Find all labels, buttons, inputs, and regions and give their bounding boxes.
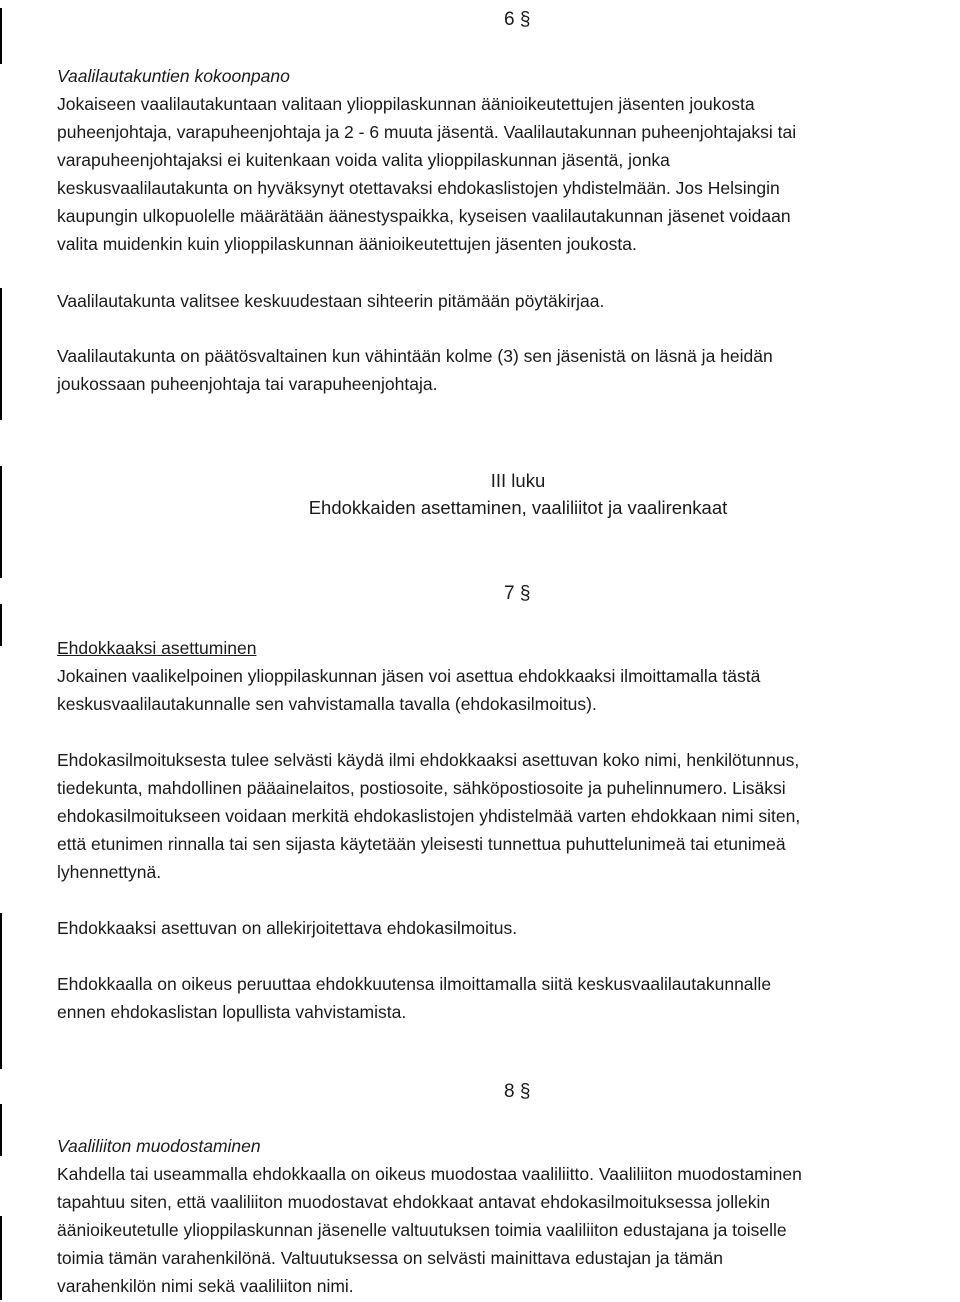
section-6 <box>57 62 957 258</box>
text-line: Ehdokasilmoituksesta tulee selvästi käydä ilmi ehdokkaaksi asettuvan koko nimi, henkilötunnus, <box>57 750 800 770</box>
text-line: että etunimen rinnalla tai sen sijasta käytetään yleisesti tunnettua puhuttelunimeä tai etunimeä <box>57 834 786 854</box>
section-number: 6 § <box>504 9 531 30</box>
text-line: tapahtuu siten, että vaaliliiton muodostavat ehdokkaat antavat ehdokasilmoituksessa jollekin <box>57 1192 771 1212</box>
paragraph <box>57 287 957 315</box>
text-line: ennen ehdokaslistan lopullista vahvistamista. <box>57 1002 407 1022</box>
section-heading: Ehdokkaaksi asettuminen <box>57 638 257 658</box>
text-line: valita muidenkin kuin ylioppilaskunnan äänioikeutettujen jäsenten joukosta. <box>57 234 637 254</box>
paragraph <box>57 970 957 1026</box>
text-line: Ehdokkaalla on oikeus peruuttaa ehdokkuutensa ilmoittamalla siitä keskusvaalilautakunnalle <box>57 974 772 994</box>
text-line: Vaalilautakunta valitsee keskuudestaan sihteerin pitämään pöytäkirjaa. <box>57 291 605 311</box>
section-heading: Vaalilautakuntien kokoonpano <box>57 66 290 86</box>
change-bar <box>0 8 2 64</box>
text-line: Vaalilautakunta on päätösvaltainen kun vähintään kolme (3) sen jäsenistä on läsnä ja heidän <box>57 346 773 366</box>
chapter-number: III luku <box>490 470 546 491</box>
text-line: ehdokasilmoitukseen voidaan merkitä ehdokaslistojen yhdistelmää varten ehdokkaan nimi siten, <box>57 806 801 826</box>
paragraph <box>57 746 957 886</box>
text-line: Ehdokkaaksi asettuvan on allekirjoitettava ehdokasilmoitus. <box>57 918 518 938</box>
text-line: lyhennettynä. <box>57 862 162 882</box>
paragraph <box>57 914 957 942</box>
change-bar <box>0 1216 2 1300</box>
text-line: varapuheenjohtajaksi ei kuitenkaan voida valita ylioppilaskunnan jäsentä, jonka <box>57 150 670 170</box>
text-line: kaupungin ulkopuolelle määrätään äänestyspaikka, kyseisen vaalilautakunnan jäsenet voidaan <box>57 206 791 226</box>
section-8 <box>57 1132 957 1300</box>
change-bar <box>0 913 2 1069</box>
change-bar <box>0 604 2 646</box>
text-line: joukossaan puheenjohtaja tai varapuheenjohtaja. <box>57 374 438 394</box>
text-line: varahenkilön nimi sekä vaaliliiton nimi. <box>57 1276 354 1296</box>
section-heading: Vaaliliiton muodostaminen <box>57 1136 261 1156</box>
text-line: tiedekunta, mahdollinen pääainelaitos, postiosoite, sähköpostiosoite ja puhelinnumero. Lisäksi <box>57 778 786 798</box>
text-line: Jokainen vaalikelpoinen ylioppilaskunnan jäsen voi asettua ehdokkaaksi ilmoittamalla tästä <box>57 666 761 686</box>
section-7 <box>57 634 957 718</box>
text-line: keskusvaalilautakunta on hyväksynyt otettavaksi ehdokaslistojen yhdistelmään. Jos Helsingin <box>57 178 780 198</box>
change-bar <box>0 1104 2 1156</box>
paragraph <box>57 342 957 398</box>
text-line: toimia tämän varahenkilönä. Valtuutuksessa on selvästi mainittava edustajan ja tämän <box>57 1248 724 1268</box>
text-line: keskusvaalilautakunnalle sen vahvistamalla tavalla (ehdokasilmoitus). <box>57 694 597 714</box>
section-number: 7 § <box>504 583 531 604</box>
text-line: puheenjohtaja, varapuheenjohtaja ja 2 - 6 muuta jäsentä. Vaalilautakunnan puheenjohtajaksi tai <box>57 122 797 142</box>
section-number: 8 § <box>504 1081 531 1102</box>
change-bar <box>0 288 2 420</box>
chapter-title: Ehdokkaiden asettaminen, vaaliliitot ja vaalirenkaat <box>308 497 728 518</box>
text-line: Kahdella tai useammalla ehdokkaalla on oikeus muodostaa vaaliliitto. Vaaliliiton muodostaminen <box>57 1164 802 1184</box>
text-line: äänioikeutetulle ylioppilaskunnan jäsenelle valtuutuksen toimia vaaliliiton edustajana ja toiselle <box>57 1220 787 1240</box>
text-line: Jokaiseen vaalilautakuntaan valitaan ylioppilaskunnan äänioikeutettujen jäsenten joukosta <box>57 94 755 114</box>
